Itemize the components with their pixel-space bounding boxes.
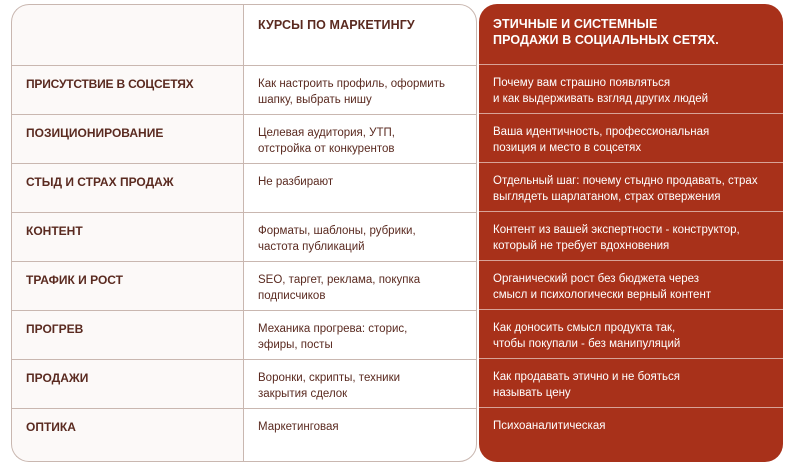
topic-label: ПОЗИЦИОНИРОВАНИЕ (26, 126, 164, 140)
ethical-sales-header (479, 4, 719, 64)
marketing-cell: Механика прогрева: сторис, эфиры, посты (258, 323, 408, 351)
ethical-cell: Контент из вашей экспертности - конструктор, который не требует вдохновения (493, 224, 740, 252)
marketing-cell: SEO, таргет, реклама, покупка подписчиков (258, 274, 421, 302)
topic-label: ПРОГРЕВ (26, 322, 84, 336)
topic-row (12, 310, 243, 359)
marketing-row (244, 310, 476, 359)
topic-row (12, 408, 243, 463)
marketing-row (244, 163, 476, 212)
ethical-cell: Органический рост без бюджета через смысл и психологически верный контент (493, 273, 712, 301)
marketing-row (244, 65, 476, 114)
topic-row (12, 261, 243, 310)
marketing-cell: Целевая аудитория, УТП, отстройка от конкурентов (258, 127, 395, 155)
comparison-table (11, 4, 783, 462)
marketing-row (244, 212, 476, 261)
ethical-row (479, 309, 783, 358)
topics-header (12, 5, 26, 65)
marketing-courses-title: КУРСЫ ПО МАРКЕТИНГУ (258, 18, 415, 32)
marketing-cell: Маркетинговая (258, 421, 339, 433)
topic-label: ОПТИКА (26, 420, 76, 434)
ethical-sales-column (479, 4, 783, 462)
ethical-sales-title: ЭТИЧНЫЕ И СИСТЕМНЫЕ ПРОДАЖИ В СОЦИАЛЬНЫХ СЕТЯХ. (493, 17, 719, 47)
ethical-cell: Как продавать этично и не бояться называть цену (493, 371, 681, 399)
ethical-cell: Психоаналитическая (493, 420, 606, 432)
marketing-cell: Воронки, скрипты, техники закрытия сделок (258, 372, 401, 400)
ethical-cell: Ваша идентичность, профессиональная позиция и место в соцсетях (493, 126, 710, 154)
topics-column (11, 4, 243, 462)
ethical-row (479, 407, 783, 462)
marketing-row (244, 114, 476, 163)
marketing-courses-header (244, 5, 415, 65)
marketing-row (244, 359, 476, 408)
ethical-row (479, 113, 783, 162)
ethical-cell: Отдельный шаг: почему стыдно продавать, страх выглядеть шарлатаном, страх отвержения (493, 175, 758, 203)
ethical-row (479, 211, 783, 260)
topic-row (12, 359, 243, 408)
topic-row (12, 163, 243, 212)
topic-label: ПРИСУТСТВИЕ В СОЦСЕТЯХ (26, 77, 194, 91)
topic-label: СТЫД И СТРАХ ПРОДАЖ (26, 175, 174, 189)
topic-label: КОНТЕНТ (26, 224, 83, 238)
marketing-cell: Не разбирают (258, 176, 334, 188)
topic-row (12, 65, 243, 114)
ethical-row (479, 358, 783, 407)
topic-row (12, 114, 243, 163)
ethical-row (479, 260, 783, 309)
marketing-courses-column (243, 4, 477, 462)
topic-row (12, 212, 243, 261)
ethical-row (479, 64, 783, 113)
topic-label: ТРАФИК И РОСТ (26, 273, 124, 287)
marketing-cell: Форматы, шаблоны, рубрики, частота публикаций (258, 225, 416, 253)
ethical-cell: Как доносить смысл продукта так, чтобы покупали - без манипуляций (493, 322, 681, 350)
ethical-cell: Почему вам страшно появляться и как выдерживать взгляд других людей (493, 77, 709, 105)
marketing-cell: Как настроить профиль, оформить шапку, выбрать нишу (258, 78, 445, 106)
topic-label: ПРОДАЖИ (26, 371, 89, 385)
marketing-row (244, 261, 476, 310)
ethical-row (479, 162, 783, 211)
marketing-row (244, 408, 476, 463)
